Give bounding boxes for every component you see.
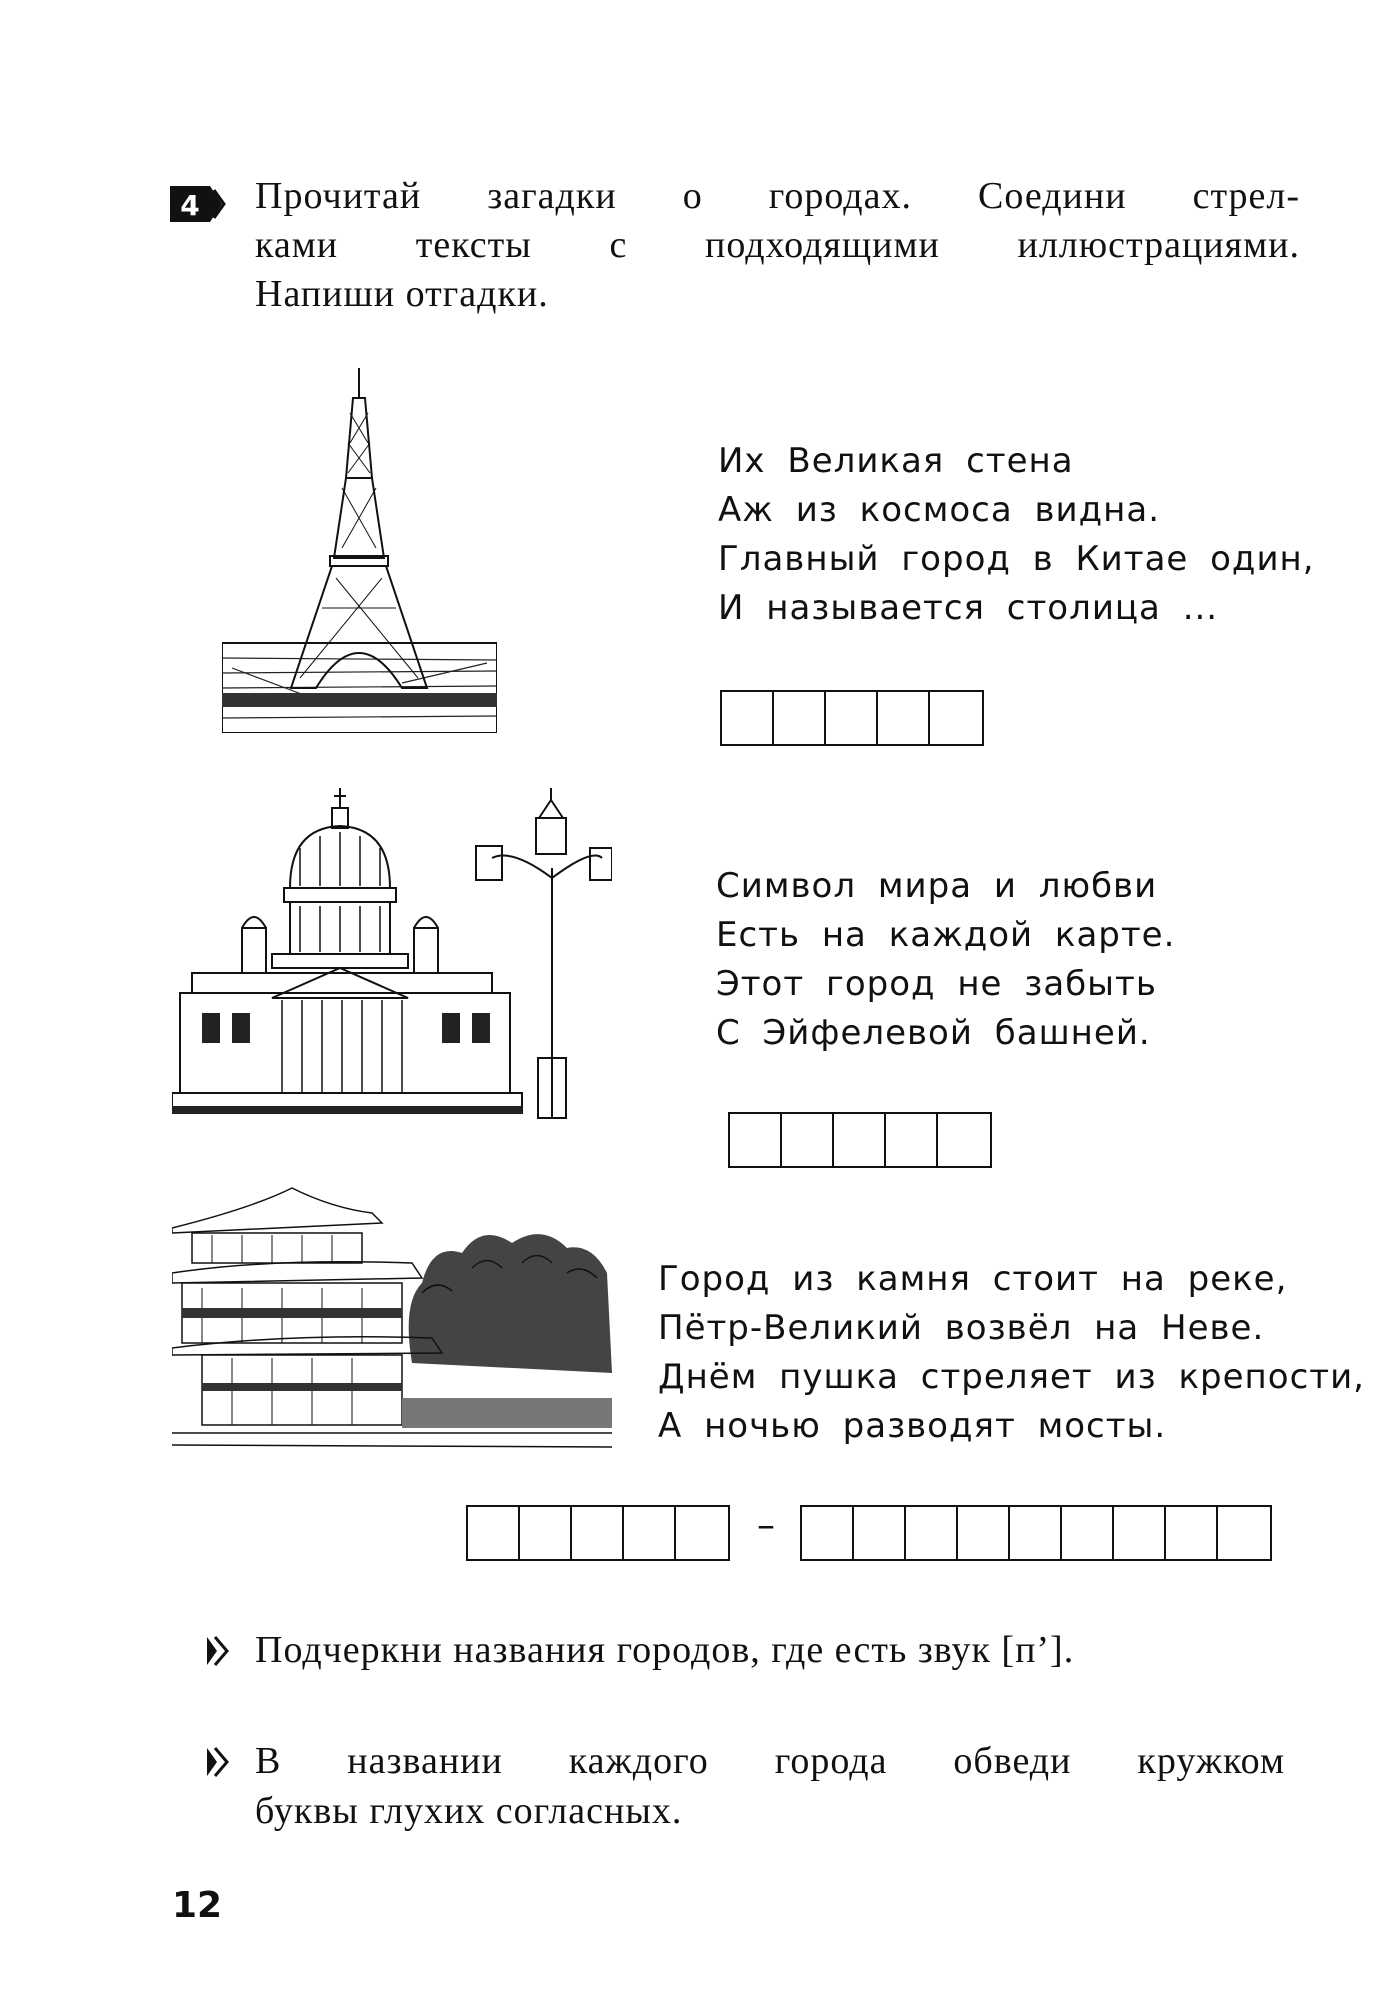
answer-letter-cell[interactable] — [468, 1507, 520, 1559]
answer-letter-cell[interactable] — [826, 692, 878, 744]
answer-boxes-1[interactable] — [720, 690, 984, 746]
riddle-3-line-4: А ночью разводят мосты. — [658, 1406, 1167, 1446]
task-number: 4 — [180, 189, 200, 222]
answer-letter-cell[interactable] — [1010, 1507, 1062, 1559]
answer-letter-cell[interactable] — [958, 1507, 1010, 1559]
riddle-2-line-4: С Эйфелевой башней. — [716, 1013, 1151, 1053]
riddle-3 — [658, 1255, 1365, 1451]
answer-letter-cell[interactable] — [938, 1114, 990, 1166]
answer-boxes-3a[interactable] — [466, 1505, 730, 1561]
subtask-1-text — [255, 1625, 1285, 1675]
answer-letter-cell[interactable] — [854, 1507, 906, 1559]
answer-boxes-3b[interactable] — [800, 1505, 1272, 1561]
answer-letter-cell[interactable] — [1114, 1507, 1166, 1559]
riddle-1-line-3: Главный город в Китае один, — [718, 539, 1315, 579]
answer-letter-cell[interactable] — [572, 1507, 624, 1559]
chinese-pagoda-illustration[interactable] — [172, 1183, 612, 1458]
answer-letter-cell[interactable] — [1218, 1507, 1270, 1559]
answer-letter-cell[interactable] — [930, 692, 982, 744]
subtask-2-line-1: В названии каждого города обведи кружком — [255, 1740, 1285, 1782]
task-line-3: Напиши отгадки. — [255, 273, 549, 315]
riddle-3-line-2: Пётр-Великий возвёл на Неве. — [658, 1308, 1265, 1348]
answer-separator: – — [757, 1505, 775, 1546]
eiffel-tower-illustration[interactable] — [222, 368, 497, 733]
answer-letter-cell[interactable] — [886, 1114, 938, 1166]
task-line-2: ками тексты с подходящими иллюстрациями. — [255, 224, 1300, 266]
answer-letter-cell[interactable] — [722, 692, 774, 744]
subtask-arrow-icon — [205, 1746, 229, 1778]
task-instruction — [255, 172, 1300, 319]
riddle-1-line-1: Их Великая стена — [718, 441, 1074, 481]
riddle-2-line-1: Символ мира и любви — [716, 866, 1158, 906]
page-number: 12 — [172, 1885, 223, 1926]
subtask-arrow-icon — [205, 1635, 229, 1667]
answer-letter-cell[interactable] — [782, 1114, 834, 1166]
riddle-2-line-3: Этот город не забыть — [716, 964, 1157, 1004]
subtask-2-text — [255, 1736, 1285, 1836]
answer-letter-cell[interactable] — [1166, 1507, 1218, 1559]
riddle-3-line-1: Город из камня стоит на реке, — [658, 1259, 1288, 1299]
answer-boxes-2[interactable] — [728, 1112, 992, 1168]
answer-letter-cell[interactable] — [802, 1507, 854, 1559]
answer-letter-cell[interactable] — [624, 1507, 676, 1559]
answer-letter-cell[interactable] — [1062, 1507, 1114, 1559]
answer-letter-cell[interactable] — [520, 1507, 572, 1559]
riddle-1-line-2: Аж из космоса видна. — [718, 490, 1161, 530]
riddle-2-line-2: Есть на каждой карте. — [716, 915, 1176, 955]
riddle-2 — [716, 862, 1175, 1058]
answer-letter-cell[interactable] — [878, 692, 930, 744]
answer-letter-cell[interactable] — [834, 1114, 886, 1166]
subtask-2-line-2: буквы глухих согласных. — [255, 1790, 683, 1832]
subtask-1-line-1: Подчеркни названия городов, где есть звук [п’]. — [255, 1629, 1075, 1671]
answer-letter-cell[interactable] — [906, 1507, 958, 1559]
answer-letter-cell[interactable] — [774, 692, 826, 744]
st-isaac-cathedral-illustration[interactable] — [172, 788, 612, 1128]
riddle-1 — [718, 437, 1315, 633]
riddle-1-line-4: И называется столица ... — [718, 588, 1219, 628]
riddle-3-line-3: Днём пушка стреляет из крепости, — [658, 1357, 1365, 1397]
answer-letter-cell[interactable] — [730, 1114, 782, 1166]
answer-letter-cell[interactable] — [676, 1507, 728, 1559]
task-number-badge — [170, 184, 226, 224]
task-line-1: Прочитай загадки о городах. Соедини стрел- — [255, 175, 1300, 217]
